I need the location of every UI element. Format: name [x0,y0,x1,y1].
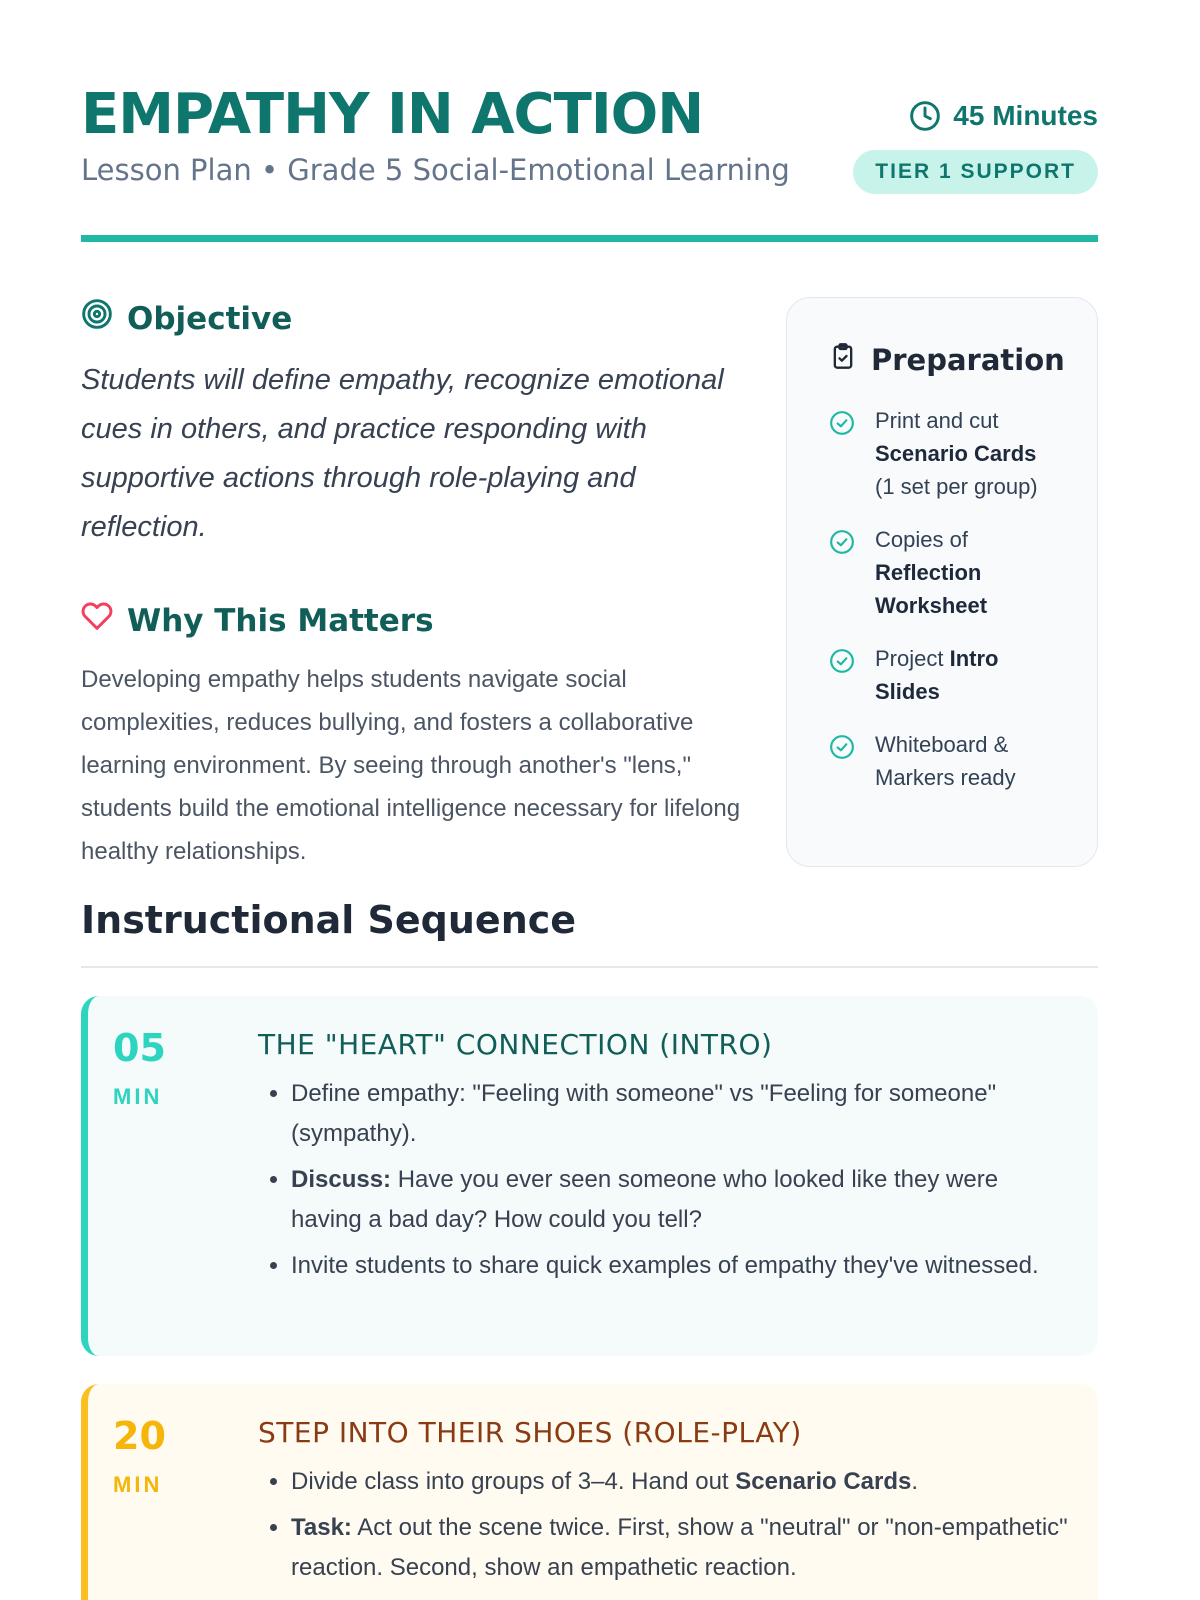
preparation-item-post: (1 set per group) [875,474,1038,499]
preparation-item-bold: Scenario Cards [875,441,1037,466]
page-subtitle: Lesson Plan • Grade 5 Social-Emotional Learning [81,153,790,187]
heart-icon [81,600,113,642]
preparation-item-pre: Copies of [875,527,968,552]
preparation-item-bold: Reflection Worksheet [875,560,988,618]
step-duration [88,1024,258,1328]
preparation-heading-label: Preparation [871,343,1065,377]
preparation-card [786,297,1098,867]
duration-label: 45 Minutes [953,100,1098,131]
duration-indicator [909,96,1098,136]
step-unit: MIN [113,1472,163,1497]
check-circle-icon [829,523,855,564]
preparation-item-bold: Intro Slides [875,646,999,704]
step-bullets [258,1074,1068,1286]
preparation-item-text [875,404,1038,503]
preparation-item [829,642,1069,708]
check-circle-icon [829,404,855,445]
check-circle-icon [829,728,855,769]
step-bullet-text: . [911,1468,919,1495]
preparation-item [829,523,1069,622]
step-bullets [258,1462,1068,1588]
preparation-item [829,404,1069,503]
target-icon [81,298,113,340]
step-bullet-bold: Task: [291,1514,352,1541]
step-body [258,1024,1068,1328]
step-title: STEP INTO THEIR SHOES (ROLE-PLAY) [258,1416,802,1449]
objective-heading [81,298,761,340]
step-body [258,1412,1068,1596]
tier-badge: TIER 1 SUPPORT [853,150,1098,194]
instructional-sequence [81,892,1098,1600]
sequence-heading: Instructional Sequence [81,892,1098,968]
preparation-item-pre: Print and cut [875,408,999,433]
preparation-item [829,728,1069,794]
step-bullet [291,1160,1068,1240]
step-bullet-text: Act out the scene twice. First, show a "neutral" or "non-empathetic" reaction. Second, show an empathetic reaction. [291,1514,1068,1581]
why-heading [81,600,761,642]
step-bullet [291,1462,1068,1502]
check-circle-icon [829,642,855,683]
sequence-step [81,996,1098,1356]
preparation-item-text [875,523,1015,622]
step-minutes: 20 [113,1414,166,1458]
preparation-item-text: Whiteboard & Markers ready [875,732,1016,790]
header-meta [853,96,1098,194]
clipboard-check-icon [829,340,857,380]
step-bullet: • Invite students to share quick examples of empathy they've witnessed. [291,1246,1068,1286]
preparation-heading [829,340,1069,380]
overview-main [81,298,761,873]
page-header [81,0,1098,242]
page-title: EMPATHY IN ACTION [81,82,704,147]
step-bullet: • Define empathy: "Feeling with someone" vs "Feeling for someone" (sympathy). [291,1074,1068,1154]
step-bullet-text: Have you ever seen someone who looked like they were having a bad day? How could you tell? [291,1166,999,1233]
step-bullet [291,1508,1068,1588]
why-text: Developing empathy helps students navigate social complexities, reduces bullying, and fosters a collaborative learning environment. By seeing through another's "lens," students build the emotional intelligence necessary for lifelong healthy relationships. [81,666,741,865]
step-duration [88,1412,258,1596]
objective-text: Students will define empathy, recognize emotional cues in others, and practice responding with supportive actions through role-playing and reflection. [81,364,724,543]
preparation-item-text [875,642,1015,708]
step-title: THE "HEART" CONNECTION (INTRO) [258,1028,773,1061]
sequence-step [81,1384,1098,1600]
step-bullet-bold: Discuss: [291,1166,392,1193]
clock-icon [909,100,941,132]
objective-heading-label: Objective [127,301,293,337]
overview-section [81,242,1098,892]
step-bullet-bold: Scenario Cards [735,1468,912,1495]
step-minutes: 05 [113,1026,166,1070]
step-unit: MIN [113,1084,163,1109]
preparation-list [829,404,1069,794]
why-heading-label: Why This Matters [127,603,434,639]
preparation-item-pre: Project [875,646,944,671]
step-bullet-text: Divide class into groups of 3–4. Hand out [291,1468,736,1495]
